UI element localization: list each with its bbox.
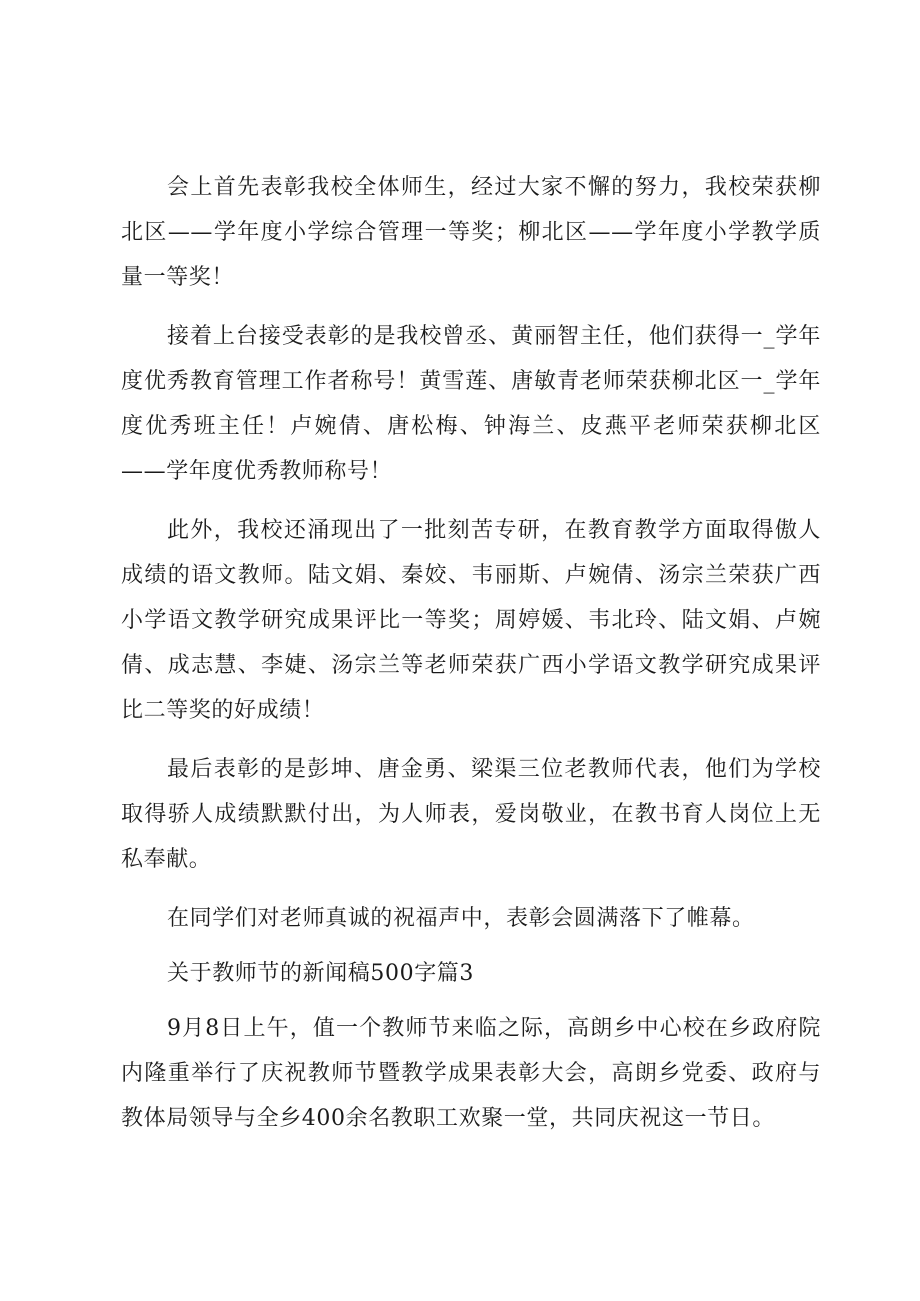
section-heading: 关于教师节的新闻稿500字篇3 xyxy=(167,961,474,986)
paragraph-commendation-staff: 接着上台接受表彰的是我校曾丞、黄丽智主任，他们获得一_学年度优秀教育管理工作者称号！黄雪莲、唐敏青老师荣获柳北区一_学年度优秀班主任！卢婉倩、唐松梅、钟海兰、皮燕平老师荣获柳北区——学年度优秀教师称号！ xyxy=(121,324,821,484)
paragraph-veteran-teachers: 最后表彰的是彭坤、唐金勇、梁渠三位老教师代表，他们为学校取得骄人成绩默默付出，为人师表，爱岗敬业，在教书育人岗位上无私奉献。 xyxy=(121,757,821,872)
paragraph-commendation-school: 会上首先表彰我校全体师生，经过大家不懈的努力，我校荣获柳北区——学年度小学综合管理一等奖；柳北区——学年度小学教学质量一等奖！ xyxy=(121,175,821,290)
document-body xyxy=(121,165,821,1155)
paragraph-closing: 在同学们对老师真诚的祝福声中，表彰会圆满落下了帷幕。 xyxy=(167,906,755,931)
paragraph-news-intro: 9月8日上午，值一个教师节来临之际，高朗乡中心校在乡政府院内隆重举行了庆祝教师节暨教学成果表彰大会，高朗乡党委、政府与教体局领导与全乡400余名教职工欢聚一堂，共同庆祝这一节日。 xyxy=(121,1016,821,1131)
paragraph-chinese-teachers: 此外，我校还涌现出了一批刻苦专研，在教育教学方面取得傲人成绩的语文教师。陆文娟、秦姣、韦丽斯、卢婉倩、汤宗兰荣获广西小学语文教学研究成果评比一等奖；周婷媛、韦北玲、陆文娟、卢婉倩、成志慧、李婕、汤宗兰等老师荣获广西小学语文教学研究成果评比二等奖的好成绩！ xyxy=(121,518,821,723)
